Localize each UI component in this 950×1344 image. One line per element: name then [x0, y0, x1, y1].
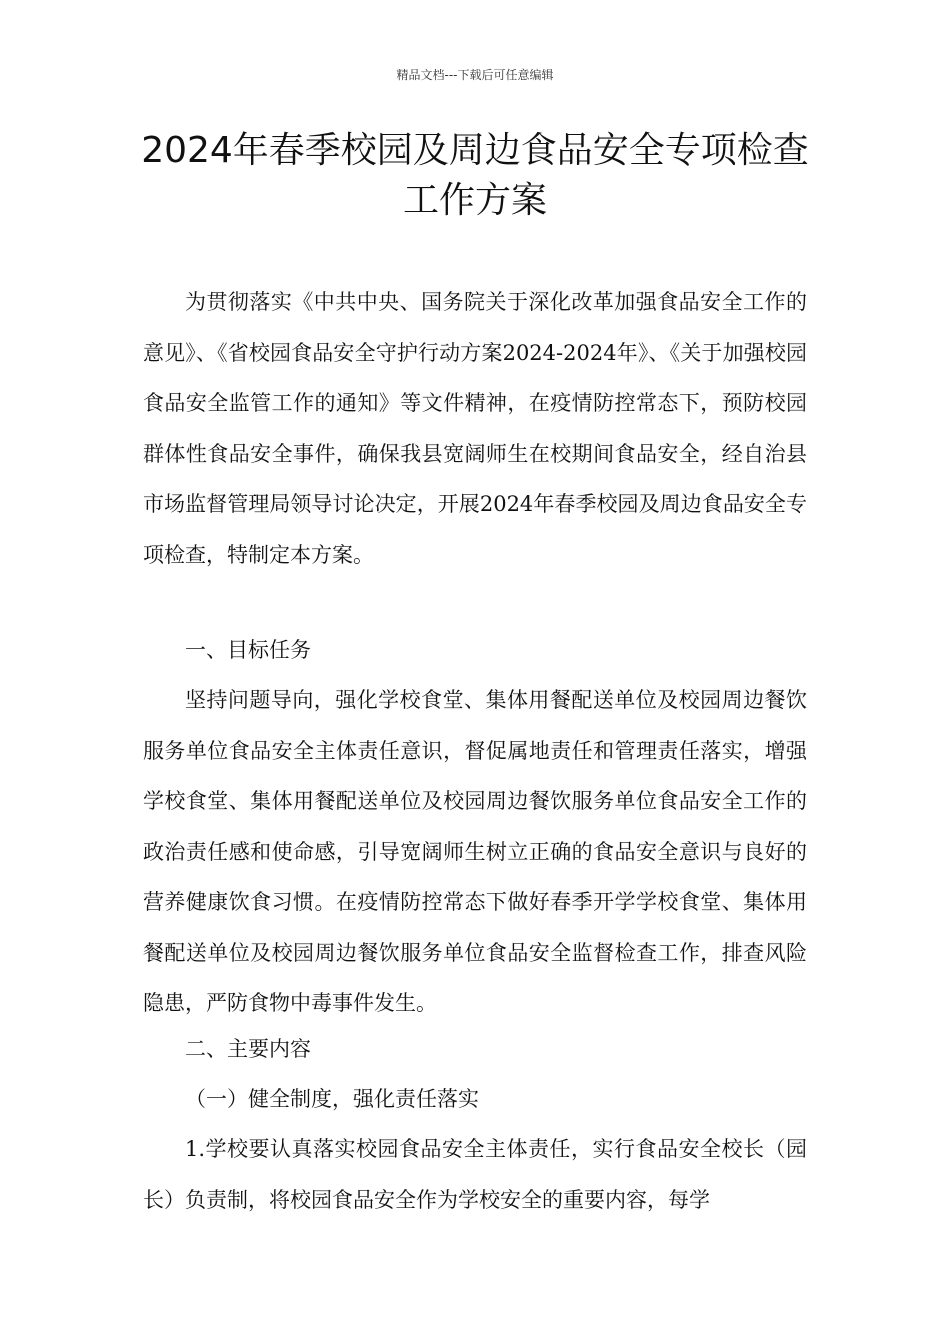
section2-heading: 二、主要内容 — [185, 1037, 311, 1061]
intro-paragraph: 为贯彻落实《中共中央、国务院关于深化改革加强食品安全工作的意见》、《省校园食品安全守护行动方案2024-2024年》、《关于加强校园食品安全监管工作的通知》等文件精神，在疫情防控常态下，预防校园群体性食品安全事件，确保我县宽阔师生在校期间食品安全，经自治县市场监督管理局领导讨论决定，开展2024年春季校园及周边食品安全专项检查，特制定本方案。 — [143, 290, 807, 567]
section1-heading: 一、目标任务 — [185, 638, 311, 662]
header-note: 精品文档---下载后可任意编辑 — [396, 68, 554, 82]
section2-subheading: （一）健全制度，强化责任落实 — [185, 1087, 479, 1111]
section1-paragraph: 坚持问题导向，强化学校食堂、集体用餐配送单位及校园周边餐饮服务单位食品安全主体责任意识，督促属地责任和管理责任落实，增强学校食堂、集体用餐配送单位及校园周边餐饮服务单位食品安全工作的政治责任感和使命感，引导宽阔师生树立正确的食品安全意识与良好的营养健康饮食习惯。在疫情防控常态下做好春季开学学校食堂、集体用餐配送单位及校园周边餐饮服务单位食品安全监督检查工作，排查风险隐患，严防食物中毒事件发生。 — [143, 688, 807, 1015]
section2-item1: 1.学校要认真落实校园食品安全主体责任，实行食品安全校长（园长）负责制，将校园食品安全作为学校安全的重要内容，每学 — [143, 1137, 807, 1212]
document-title: 2024年春季校园及周边食品安全专项检查工作方案 — [141, 130, 809, 221]
